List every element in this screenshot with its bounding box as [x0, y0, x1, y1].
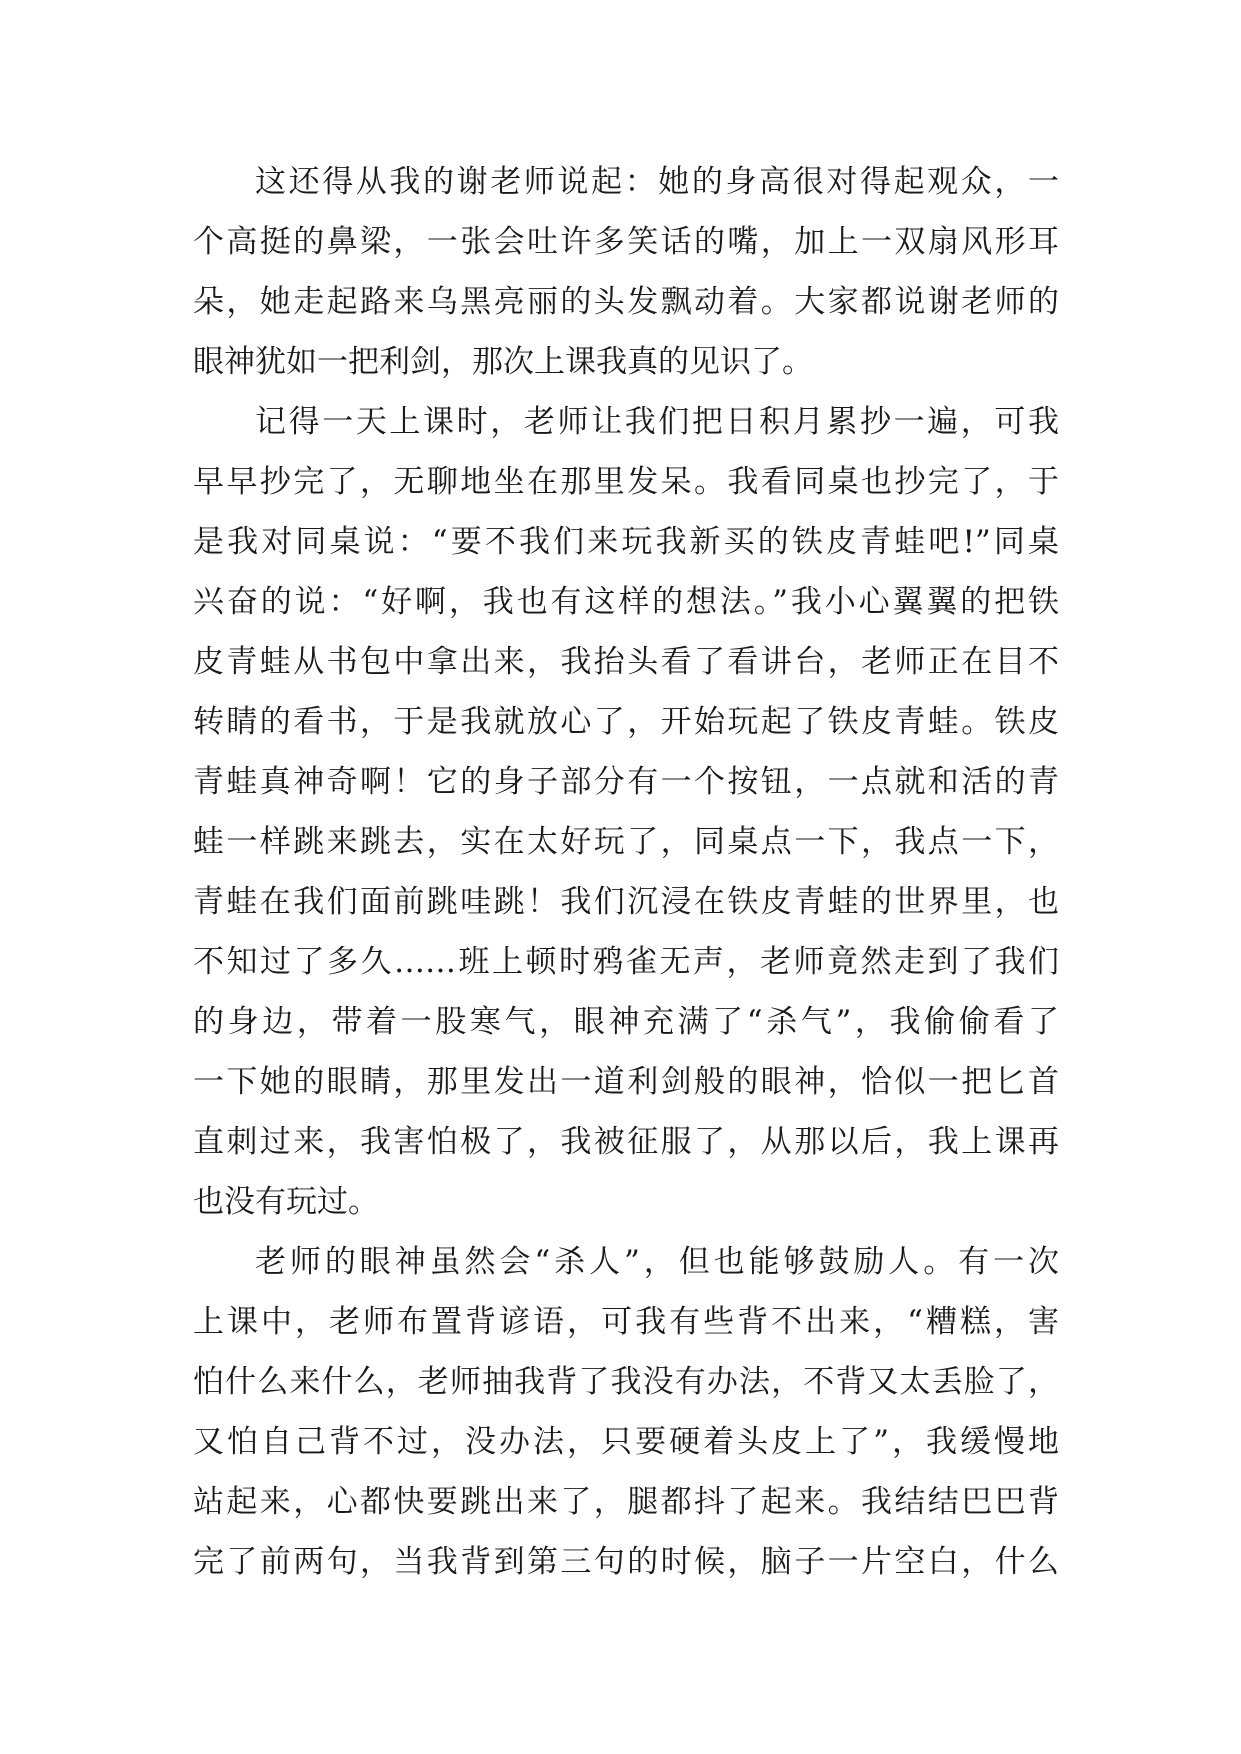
- paragraph: [193, 152, 1059, 392]
- text-line: 朵，她走起路来乌黑亮丽的头发飘动着。大家都说谢老师的: [193, 284, 1059, 320]
- text-line: 又怕自己背不过，没办法，只要硬着头皮上了”，我缓慢地: [193, 1424, 1059, 1460]
- text-line: 是我对同桌说：“要不我们来玩我新买的铁皮青蛙吧!”同桌: [193, 524, 1059, 560]
- text-line: 也没有玩过。: [193, 1184, 379, 1220]
- text-line: 站起来，心都快要跳出来了，腿都抖了起来。我结结巴巴背: [193, 1484, 1059, 1520]
- text-line: 一下她的眼睛，那里发出一道利剑般的眼神，恰似一把匕首: [193, 1064, 1059, 1100]
- text-line: 青蛙在我们面前跳哇跳！我们沉浸在铁皮青蛙的世界里，也: [193, 884, 1059, 920]
- text-line: 眼神犹如一把利剑，那次上课我真的见识了。: [193, 344, 813, 380]
- text-line: 上课中，老师布置背谚语，可我有些背不出来，“糟糕，害: [193, 1304, 1059, 1340]
- text-line: 老师的眼神虽然会“杀人”，但也能够鼓励人。有一次: [255, 1244, 1059, 1280]
- text-line: 不知过了多久……班上顿时鸦雀无声，老师竟然走到了我们: [193, 944, 1059, 980]
- text-line: 直刺过来，我害怕极了，我被征服了，从那以后，我上课再: [193, 1124, 1059, 1160]
- text-line: 兴奋的说：“好啊，我也有这样的想法。”我小心翼翼的把铁: [193, 584, 1059, 620]
- paragraph: [193, 392, 1059, 1232]
- paragraph: [193, 1232, 1059, 1592]
- text-line: 的身边，带着一股寒气，眼神充满了“杀气”，我偷偷看了: [193, 1004, 1059, 1040]
- text-line: 早早抄完了，无聊地坐在那里发呆。我看同桌也抄完了，于: [193, 464, 1059, 500]
- text-line: 皮青蛙从书包中拿出来，我抬头看了看讲台，老师正在目不: [193, 644, 1059, 680]
- text-line: 完了前两句，当我背到第三句的时候，脑子一片空白，什么: [193, 1544, 1059, 1580]
- text-line: 这还得从我的谢老师说起：她的身高很对得起观众，一: [255, 164, 1059, 200]
- body-text: [193, 152, 1059, 1592]
- text-line: 记得一天上课时，老师让我们把日积月累抄一遍，可我: [255, 404, 1059, 440]
- text-line: 蛙一样跳来跳去，实在太好玩了，同桌点一下，我点一下，: [193, 824, 1059, 860]
- text-line: 转睛的看书，于是我就放心了，开始玩起了铁皮青蛙。铁皮: [193, 704, 1059, 740]
- text-line: 青蛙真神奇啊！它的身子部分有一个按钮，一点就和活的青: [193, 764, 1059, 800]
- text-line: 个高挺的鼻梁，一张会吐许多笑话的嘴，加上一双扇风形耳: [193, 224, 1059, 260]
- text-line: 怕什么来什么，老师抽我背了我没有办法，不背又太丢脸了，: [193, 1364, 1059, 1400]
